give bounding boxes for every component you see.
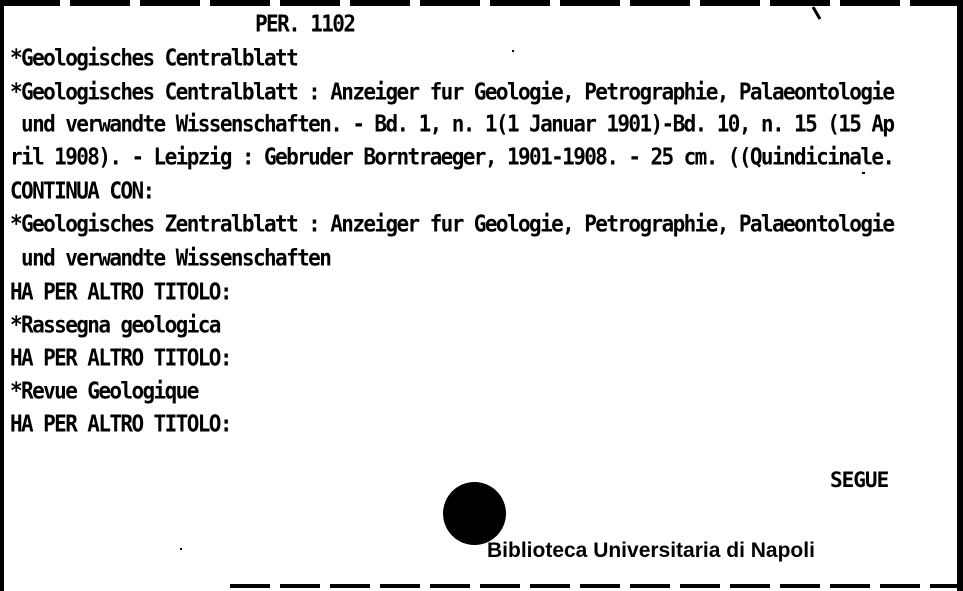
library-stamp-dot	[443, 482, 506, 545]
library-name: Biblioteca Universitaria di Napoli	[487, 539, 815, 562]
card-top-edge	[0, 0, 963, 6]
record-line-11: *Revue Geologique	[10, 378, 198, 404]
record-line-1: *Geologisches Centralblatt	[10, 45, 298, 71]
card-left-edge	[0, 0, 4, 591]
record-line-10: HA PER ALTRO TITOLO:	[10, 345, 231, 371]
record-line-12: HA PER ALTRO TITOLO:	[10, 411, 231, 437]
card-bottom-edge	[230, 584, 963, 588]
record-line-6: *Geologisches Zentralblatt : Anzeiger fur Geologie, Petrographie, Palaeontologie	[10, 211, 894, 237]
record-line-4: ril 1908). - Leipzig : Gebruder Borntraeger, 1901-1908. - 25 cm. ((Quindicinale.	[10, 144, 894, 170]
shelfmark: PER. 1102	[255, 11, 355, 37]
record-line-5: CONTINUA CON:	[10, 178, 154, 204]
record-line-9: *Rassegna geologica	[10, 312, 220, 338]
scan-speck	[812, 6, 822, 20]
scan-speck	[862, 172, 865, 174]
record-line-3: und verwandte Wissenschaften. - Bd. 1, n. 1(1 Januar 1901)-Bd. 10, n. 15 (15 Ap	[10, 111, 894, 137]
record-line-7: und verwandte Wissenschaften	[10, 245, 331, 271]
record-line-2: *Geologisches Centralblatt : Anzeiger fur Geologie, Petrographie, Palaeontologie	[10, 79, 894, 105]
scan-speck	[180, 548, 182, 550]
scan-speck	[512, 50, 514, 52]
card-right-edge	[957, 0, 963, 591]
continued-mark: SEGUE	[830, 468, 889, 492]
record-line-8: HA PER ALTRO TITOLO:	[10, 279, 231, 305]
